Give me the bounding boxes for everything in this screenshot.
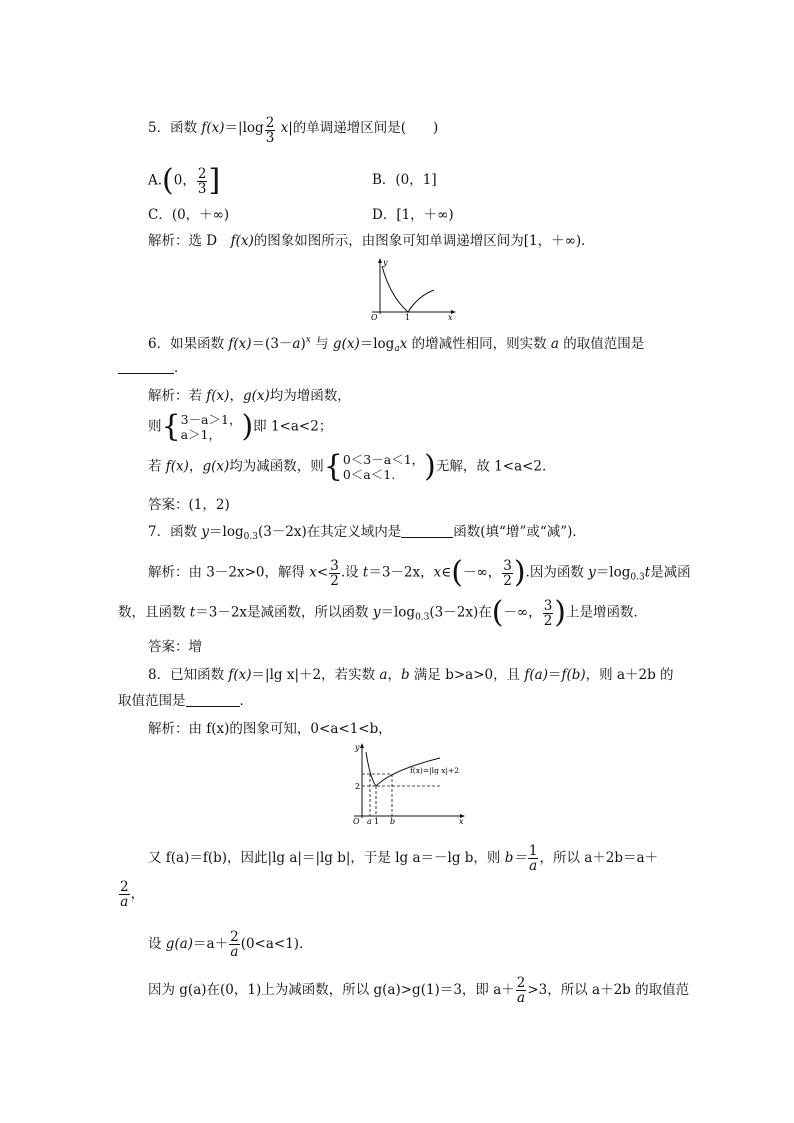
q7-solution-1: 解析：由 3－2x>0，解得 x< $\frac{3}{2}$ .设 t＝3－2x，x∈(－∞， $\frac{3}{2}$ ).因为函数 $y=\log_{0.3}t$是减函 [148,555,691,590]
q8-graph-func-label: f(x)=|lg x|+2 [410,766,460,775]
q6-blank-line: ． [118,359,188,377]
q8-graph-x-label: x [459,817,464,826]
q8-stem-1: 8．已知函数 f(x)＝|lg x|＋2，若实数 a，b 满足 b>a>0，且 f(a)＝f(b)，则 a＋2b 的 [148,667,674,683]
q5-graph-y-label: y [383,258,388,267]
q5-solution: 解析：选 D f(x)的图象如图所示，由图象可知单调递增区间为[1，＋∞)． [148,233,595,249]
q5-option-c: C．(0，＋∞) [148,207,230,223]
q5-graph [362,256,462,322]
q5-log: ＝|log [224,120,264,136]
q7-stem: 7．函数 $y=\log_{0.3}(3-2x)$在其定义域内是 函数(填“增”或“减”)． [148,524,586,542]
q8-solution-4: 因为 g(a)在(0，1)上为减函数，所以 g(a)>g(1)＝3，即 a＋ $\frac{2}{a}$ >3，所以 a＋2b 的取值范 [148,975,690,1006]
q8-graph-origin: O [353,817,360,826]
q5-option-a: A.(0， $\frac{2}{3}$ ] [148,163,221,198]
q6-solution-1: 解析：若 f(x)，g(x)均为增函数， [148,388,351,404]
q8-graph-y-label: y [355,743,360,752]
q6-answer: 答案：(1，2) [148,497,230,513]
q6-stem: 6．如果函数 $f(x)=(3-a)^x$ 与 $g(x)=\log_ax$ 的增减性相同，则实数 a 的取值范围是 [148,335,645,354]
q8-stem-2: 取值范围是 ． [118,693,253,709]
q8-solution-2: 又 f(a)＝f(b)，因此|lg a|＝|lg b|，于是 lg a＝－lg b，则 b＝ $\frac{1}{a}$ ，所以 a＋2b＝a＋ [148,843,659,874]
q8-blank[interactable] [186,706,240,707]
q6-solution-2: 则{ 3－a＞1， a＞1， )即 1<a<2； [148,409,333,444]
q5-graph-x-label: x [448,313,453,322]
q8-graph-tick-1: 1 [374,817,380,826]
q6-system-2: 0＜3－a＜1， 0＜a＜1. [342,452,425,482]
q8-solution-3: 设 g(a)＝a＋ $\frac{2}{a}$ (0<a<1)． [148,929,313,960]
q5-fx: f(x) [201,120,225,136]
q5-log-base: $\frac{2}{3}$ [265,115,275,146]
q8-graph-tick-b: b [390,817,396,826]
q7-solution-2: 数，且函数 t＝3－2x是减函数，所以函数 $y=\log_{0.3}(3-2x)$在(－∞， $\frac{3}{2}$ )上是增函数． [118,595,647,630]
q8-graph-tick-a: a [367,817,372,826]
q5-graph-origin: O [371,313,378,322]
q6-blank[interactable] [118,373,174,374]
q5-option-d: D．[1，＋∞) [372,207,454,223]
q5-stem [148,116,438,145]
q8-solution-1: 解析：由 f(x)的图象可知，0<a<1<b， [148,721,392,737]
q6-solution-3: 若 f(x)，g(x)均为减函数，则{ 0＜3－a＜1， 0＜a＜1. )无解，故 1<a<2. [148,449,547,484]
q8-graph-y-tick-2: 2 [355,782,361,791]
q5-option-b: B．(0，1] [372,172,437,188]
q7-answer: 答案：增 [148,639,202,655]
q5-graph-tick-1: 1 [405,313,411,322]
q7-blank[interactable] [401,537,453,538]
q8-graph [340,740,470,826]
q5-stem-suffix: |的单调递增区间是( ) [288,120,439,136]
q5-stem-prefix: 5．函数 [148,120,202,136]
q5-arg: x [276,120,289,136]
q8-solution-2-cont: $\frac{2}{a}$ ， [120,879,145,910]
q6-system-1: 3－a＞1， a＞1， [180,412,242,442]
